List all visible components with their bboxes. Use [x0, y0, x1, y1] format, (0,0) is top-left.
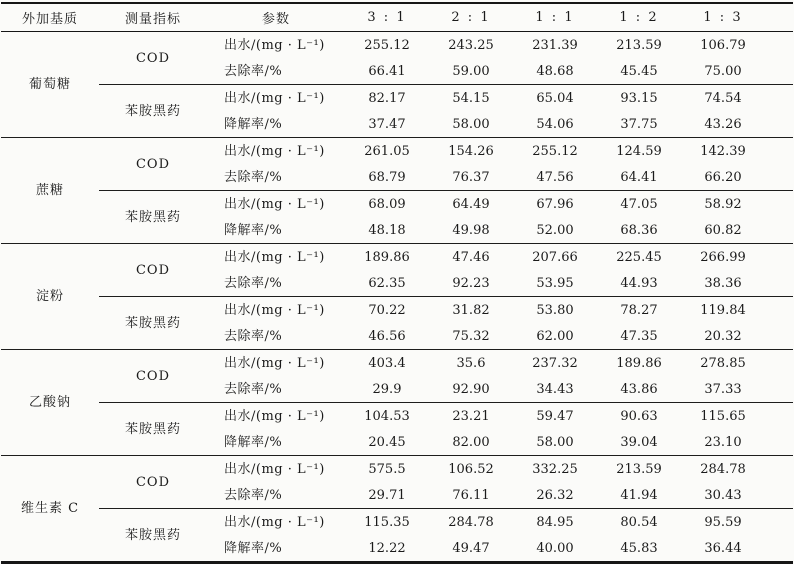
param-cell: 去除率/% [224, 381, 283, 397]
value-cell: 53.95 [536, 275, 574, 291]
value-cell: 45.83 [620, 540, 658, 556]
col-header-ratio-1-2: 1 : 2 [597, 3, 681, 32]
spacer-cell [765, 217, 793, 244]
value-cell: 43.86 [620, 381, 658, 397]
value-cell: 49.47 [452, 540, 490, 556]
param-cell: 去除率/% [224, 275, 283, 291]
value-cell: 26.32 [536, 487, 574, 503]
value-cell: 12.22 [368, 540, 406, 556]
value-cell: 37.47 [368, 116, 406, 132]
table-row [1, 85, 793, 112]
table-row [1, 509, 793, 536]
value-cell: 68.36 [620, 222, 658, 238]
value-cell: 62.00 [536, 328, 574, 344]
param-cell: 出水/(mg · L⁻¹) [207, 403, 345, 430]
spacer-cell [765, 350, 793, 377]
value-cell: 66.20 [704, 169, 742, 185]
param-cell: 降解率/% [224, 116, 283, 132]
value-cell: 278.85 [681, 350, 765, 377]
param-cell: 出水/(mg · L⁻¹) [207, 138, 345, 165]
spacer-cell [765, 111, 793, 138]
value-cell: 207.66 [513, 244, 597, 271]
value-cell: 332.25 [513, 456, 597, 483]
value-cell: 37.75 [620, 116, 658, 132]
substrate-cell: 淀粉 [1, 244, 99, 350]
table-body [1, 32, 793, 563]
value-cell: 67.96 [513, 191, 597, 218]
value-cell: 58.00 [452, 116, 490, 132]
col-header-indicator: 测量指标 [99, 3, 207, 32]
value-cell: 266.99 [681, 244, 765, 271]
value-cell: 47.05 [597, 191, 681, 218]
results-table-wrapper [1, 2, 793, 564]
param-cell: 降解率/% [224, 434, 283, 450]
value-cell: 37.33 [704, 381, 742, 397]
param-cell: 出水/(mg · L⁻¹) [207, 297, 345, 324]
param-cell: 出水/(mg · L⁻¹) [224, 37, 325, 53]
value-cell: 189.86 [597, 350, 681, 377]
indicator-cell: 苯胺黑药 [99, 85, 207, 138]
spacer-cell [765, 456, 793, 483]
value-cell: 104.53 [345, 403, 429, 430]
value-cell: 52.00 [536, 222, 574, 238]
value-cell: 255.12 [364, 37, 410, 53]
indicator-cell: 苯胺黑药 [99, 509, 207, 563]
table-row [1, 191, 793, 218]
spacer-cell [765, 429, 793, 456]
value-cell: 68.09 [345, 191, 429, 218]
value-cell: 36.44 [704, 540, 742, 556]
value-cell: 54.15 [429, 85, 513, 112]
value-cell: 40.00 [536, 540, 574, 556]
indicator-cell: 苯胺黑药 [99, 297, 207, 350]
col-header-ratio-2-1: 2 : 1 [429, 3, 513, 32]
param-cell: 出水/(mg · L⁻¹) [207, 244, 345, 271]
value-cell: 93.15 [597, 85, 681, 112]
substrate-cell: 葡萄糖 [28, 77, 71, 92]
indicator-cell: COD [99, 456, 207, 509]
param-cell: 降解率/% [224, 222, 283, 238]
spacer-cell [765, 138, 793, 165]
value-cell: 65.04 [513, 85, 597, 112]
value-cell: 106.79 [700, 37, 746, 53]
value-cell: 47.35 [620, 328, 658, 344]
value-cell: 84.95 [513, 509, 597, 536]
indicator-cell: COD [99, 244, 207, 297]
spacer-cell [765, 32, 793, 59]
value-cell: 48.68 [536, 63, 574, 79]
table-row [1, 456, 793, 483]
value-cell: 106.52 [429, 456, 513, 483]
value-cell: 66.41 [368, 63, 406, 79]
value-cell: 70.22 [345, 297, 429, 324]
value-cell: 75.00 [704, 63, 742, 79]
value-cell: 23.10 [704, 434, 742, 450]
spacer-cell [765, 403, 793, 430]
value-cell: 47.56 [536, 169, 574, 185]
col-header-ratio-1-1: 1 : 1 [513, 3, 597, 32]
spacer-cell [765, 270, 793, 297]
value-cell: 31.82 [429, 297, 513, 324]
value-cell: 62.35 [368, 275, 406, 291]
spacer-cell [765, 297, 793, 324]
value-cell: 74.54 [681, 85, 765, 112]
col-header-substrate: 外加基质 [1, 3, 99, 32]
value-cell: 75.32 [452, 328, 490, 344]
spacer-cell [765, 376, 793, 403]
table-row [1, 244, 793, 271]
value-cell: 44.93 [620, 275, 658, 291]
value-cell: 35.6 [429, 350, 513, 377]
value-cell: 142.39 [681, 138, 765, 165]
value-cell: 261.05 [345, 138, 429, 165]
value-cell: 119.84 [681, 297, 765, 324]
value-cell: 43.26 [704, 116, 742, 132]
value-cell: 92.23 [452, 275, 490, 291]
value-cell: 237.32 [513, 350, 597, 377]
param-cell: 出水/(mg · L⁻¹) [207, 85, 345, 112]
value-cell: 154.26 [429, 138, 513, 165]
table-row [1, 138, 793, 165]
value-cell: 575.5 [345, 456, 429, 483]
spacer-cell [765, 85, 793, 112]
value-cell: 225.45 [597, 244, 681, 271]
param-cell: 出水/(mg · L⁻¹) [207, 191, 345, 218]
spacer-cell [765, 482, 793, 509]
value-cell: 255.12 [513, 138, 597, 165]
value-cell: 80.54 [597, 509, 681, 536]
spacer-cell [765, 58, 793, 85]
col-header-spacer [765, 3, 793, 32]
value-cell: 90.63 [597, 403, 681, 430]
value-cell: 38.36 [704, 275, 742, 291]
param-cell: 去除率/% [224, 328, 283, 344]
indicator-cell: COD [99, 350, 207, 403]
param-cell: 出水/(mg · L⁻¹) [207, 350, 345, 377]
substrate-cell: 维生素 C [1, 456, 99, 563]
value-cell: 59.00 [452, 63, 490, 79]
value-cell: 59.47 [513, 403, 597, 430]
spacer-cell [765, 509, 793, 536]
table-row [1, 32, 793, 59]
col-header-ratio-3-1: 3 : 1 [345, 3, 429, 32]
value-cell: 231.39 [532, 37, 578, 53]
spacer-cell [765, 323, 793, 350]
indicator-cell: 苯胺黑药 [99, 403, 207, 456]
param-cell: 出水/(mg · L⁻¹) [207, 456, 345, 483]
value-cell: 213.59 [616, 37, 662, 53]
table-row [1, 403, 793, 430]
value-cell: 47.46 [429, 244, 513, 271]
spacer-cell [765, 244, 793, 271]
param-cell: 出水/(mg · L⁻¹) [207, 509, 345, 536]
value-cell: 29.9 [372, 381, 402, 397]
value-cell: 54.06 [536, 116, 574, 132]
value-cell: 92.90 [452, 381, 490, 397]
value-cell: 82.17 [345, 85, 429, 112]
spacer-cell [765, 191, 793, 218]
value-cell: 20.45 [368, 434, 406, 450]
indicator-cell: COD [99, 138, 207, 191]
value-cell: 34.43 [536, 381, 574, 397]
table-row [1, 297, 793, 324]
value-cell: 64.41 [620, 169, 658, 185]
substrate-cell: 蔗糖 [1, 138, 99, 244]
table-row [1, 350, 793, 377]
col-header-parameter: 参数 [207, 3, 345, 32]
value-cell: 41.94 [620, 487, 658, 503]
col-header-ratio-1-3: 1 : 3 [681, 3, 765, 32]
value-cell: 284.78 [681, 456, 765, 483]
value-cell: 82.00 [452, 434, 490, 450]
spacer-cell [765, 535, 793, 563]
value-cell: 78.27 [597, 297, 681, 324]
value-cell: 76.37 [452, 169, 490, 185]
value-cell: 58.92 [681, 191, 765, 218]
value-cell: 189.86 [345, 244, 429, 271]
value-cell: 49.98 [452, 222, 490, 238]
value-cell: 76.11 [452, 487, 490, 503]
value-cell: 95.59 [681, 509, 765, 536]
indicator-cell: 苯胺黑药 [99, 191, 207, 244]
value-cell: 53.80 [513, 297, 597, 324]
value-cell: 45.45 [620, 63, 658, 79]
value-cell: 29.71 [368, 487, 406, 503]
value-cell: 30.43 [704, 487, 742, 503]
header-row [1, 3, 793, 32]
param-cell: 降解率/% [224, 540, 283, 556]
value-cell: 115.35 [345, 509, 429, 536]
value-cell: 39.04 [620, 434, 658, 450]
value-cell: 213.59 [597, 456, 681, 483]
value-cell: 403.4 [345, 350, 429, 377]
value-cell: 58.00 [536, 434, 574, 450]
value-cell: 60.82 [704, 222, 742, 238]
value-cell: 68.79 [368, 169, 406, 185]
param-cell: 去除率/% [224, 63, 283, 79]
substrate-cell: 乙酸钠 [1, 350, 99, 456]
param-cell: 去除率/% [224, 487, 283, 503]
value-cell: 23.21 [429, 403, 513, 430]
value-cell: 243.25 [448, 37, 494, 53]
value-cell: 124.59 [597, 138, 681, 165]
value-cell: 64.49 [429, 191, 513, 218]
value-cell: 284.78 [429, 509, 513, 536]
param-cell: 去除率/% [224, 169, 283, 185]
spacer-cell [765, 164, 793, 191]
value-cell: 48.18 [368, 222, 406, 238]
value-cell: 46.56 [368, 328, 406, 344]
results-table [1, 2, 793, 564]
value-cell: 20.32 [704, 328, 742, 344]
value-cell: 115.65 [681, 403, 765, 430]
indicator-cell: COD [135, 50, 171, 66]
